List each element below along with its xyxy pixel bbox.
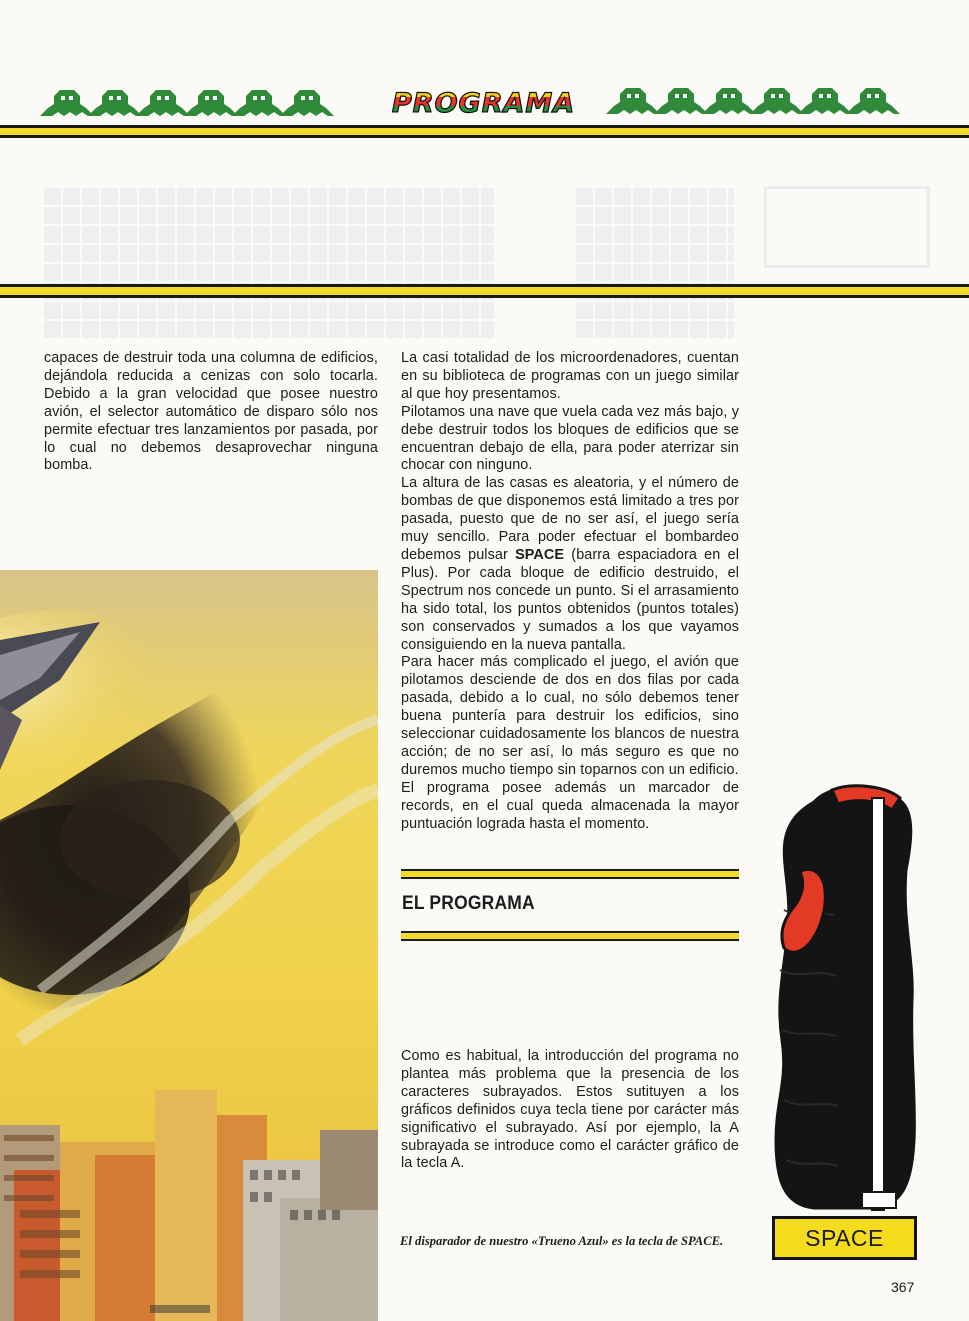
bleed-through-box-right xyxy=(764,186,930,268)
right-column-text xyxy=(401,350,739,833)
header-rule-yellow xyxy=(0,128,969,135)
invader-row-right-icon xyxy=(606,84,936,122)
paragraph-nave: Pilotamos una nave que vuela cada vez más bajo, y debe destruir todos los bloques de edificios que se encuentran debajo de ella, para poder aterrizar sin chocar con ninguno. xyxy=(401,403,739,474)
invader-row-left-icon xyxy=(40,84,370,122)
space-keyword: SPACE xyxy=(515,546,565,563)
paragraph-altura-a: La altura de las casas es aleatoria, y el número de bombas de que disponemos está limitado a tres por pasada, puesto que de no ser así, el juego sería muy sencillo. Para poder efectuar el bombardeo debemos pulsar xyxy=(401,475,739,563)
space-key-label: SPACE xyxy=(772,1216,917,1260)
paragraph-records: El programa posee además un marcador de records, en el cual queda almacenada la mayor puntuación lograda hasta el momento. xyxy=(401,779,739,832)
figure-caption: El disparador de nuestro «Trueno Azul» es la tecla de SPACE. xyxy=(400,1234,724,1248)
paragraph-intro: La casi totalidad de los microordenadores, cuentan en su biblioteca de programas con un juego similar al que hoy presentamos. xyxy=(401,350,739,402)
section-paragraph: Como es habitual, la introducción del programa no plantea más problema que la presencia de los caracteres subrayados. Estos sutituyen a los gráficos definidos cuya tecla tiene por carácter más significativo el subrayado. Así por ejemplo, la A subrayada se introduce como el carácter gráfico de la tecla A. xyxy=(401,1048,739,1172)
left-paragraph: capaces de destruir toda una columna de edificios, dejándola reducida a cenizas con solo tocarla. Debido a la gran velocidad que posee nuestro avión, el selector automático de disparo sólo nos permite efectuar tres lanzamientos por pasada, por lo cual no debemos desaprovechar ninguna bomba. xyxy=(44,350,378,474)
left-column-text xyxy=(44,350,378,475)
band-rule-bottom xyxy=(0,295,969,298)
page-number: 367 xyxy=(891,1279,915,1295)
section-bar-bottom-black2 xyxy=(401,939,739,941)
section-bar-top-black2 xyxy=(401,877,739,879)
programa-logo: PROGRAMA xyxy=(392,86,574,122)
bleed-through-grid-mid xyxy=(574,186,734,338)
header-rule-bottom xyxy=(0,135,969,138)
joystick-trigger-illustration xyxy=(774,780,920,1220)
section-text xyxy=(401,1048,739,1173)
bleed-through-grid-left xyxy=(42,186,494,338)
paragraph-dificultad: Para hacer más complicado el juego, el avión que pilotamos desciende de dos en dos filas por cada pasada, debido a lo cual, no sólo debemos tener buena puntería para destruir los edificios, sino seleccionar cuidadosamente los blancos de nuestra acción; de no ser así, lo más seguro es que no duremos mucho tiempo sin toparnos con un edificio. xyxy=(401,654,739,778)
section-heading: EL PROGRAMA xyxy=(402,893,535,914)
paragraph-altura xyxy=(401,475,739,654)
paragraph-altura-b: (barra espaciadora en el Plus). Por cada bloque de edificio destruido, el Spectrum nos concede un punto. Si el arrasamiento ha sido total, los puntos obtenidos (puntos totales) son conservados y sumados a los que vayamos consiguiendo en la nueva pantalla. xyxy=(401,546,739,653)
bomber-city-illustration xyxy=(0,570,378,1321)
band-rule-yellow xyxy=(0,287,969,295)
